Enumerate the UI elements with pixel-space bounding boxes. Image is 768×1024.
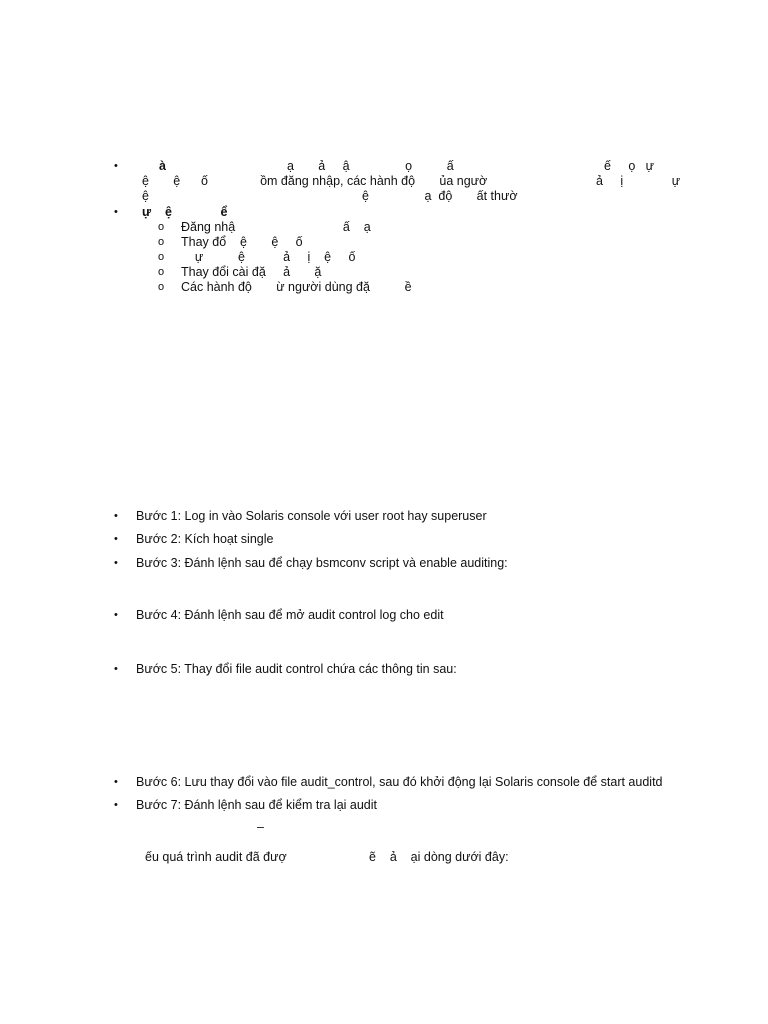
step-3: Bước 3: Đánh lệnh sau để chạy bsmconv script và enable auditing: xyxy=(136,556,508,570)
intro-line1-c: ế ọ ự xyxy=(604,159,655,173)
step-5: Bước 5: Thay đổi file audit control chứa các thông tin sau: xyxy=(136,662,457,676)
bullet-icon: • xyxy=(114,206,118,218)
sub-list-item: Đăng nhậ ấ ạ xyxy=(181,220,371,234)
intro-line3-b: ệ ạ độ ất thườ xyxy=(362,189,518,203)
intro-line2-b: ả ị ự xyxy=(596,174,681,188)
final-line-a: ếu quá trình audit đã đượ xyxy=(145,850,287,864)
intro-line2-a: ệ ệ ố ồm đăng nhập, các hành độ ủa ngườ xyxy=(142,174,488,188)
bullet-icon: • xyxy=(114,510,118,522)
bullet-icon: • xyxy=(114,663,118,675)
bullet-icon: • xyxy=(114,557,118,569)
step-6: Bước 6: Lưu thay đổi vào file audit_control, sau đó khởi động lại Solaris console để start auditd xyxy=(136,775,663,789)
bullet-icon: • xyxy=(114,533,118,545)
step-2: Bước 2: Kích hoạt single xyxy=(136,532,274,546)
sub-bullet-icon: o xyxy=(158,221,165,233)
step-1: Bước 1: Log in vào Solaris console với user root hay superuser xyxy=(136,509,487,523)
bullet-icon: • xyxy=(114,160,118,172)
bullet-icon: • xyxy=(114,799,118,811)
sub-list-item: Các hành độ ừ người dùng đặ ề xyxy=(181,280,412,294)
dash-mark: – xyxy=(257,820,264,834)
bullet-icon: • xyxy=(114,609,118,621)
final-line-b: ẽ ả ại dòng dưới đây: xyxy=(369,850,509,864)
step-4: Bước 4: Đánh lệnh sau để mở audit control log cho edit xyxy=(136,608,444,622)
sub-bullet-icon: o xyxy=(158,281,165,293)
sub-list-item: Thay đổi cài đặ ả ặ xyxy=(181,265,322,279)
bullet-icon: • xyxy=(114,776,118,788)
sub-list-item: ự ệ ả ị ệ ố xyxy=(181,250,356,264)
intro-line3-a: ệ xyxy=(142,189,149,203)
sub-list-item: Thay đổ ệ ệ ố xyxy=(181,235,303,249)
section-heading: ự ệ ể xyxy=(142,205,228,219)
intro-line1-a: à xyxy=(159,159,166,173)
intro-line1-b: ạ ả ậ ọ ấ xyxy=(287,159,454,173)
step-7: Bước 7: Đánh lệnh sau để kiểm tra lại audit xyxy=(136,798,377,812)
sub-bullet-icon: o xyxy=(158,266,165,278)
sub-bullet-icon: o xyxy=(158,251,165,263)
sub-bullet-icon: o xyxy=(158,236,165,248)
